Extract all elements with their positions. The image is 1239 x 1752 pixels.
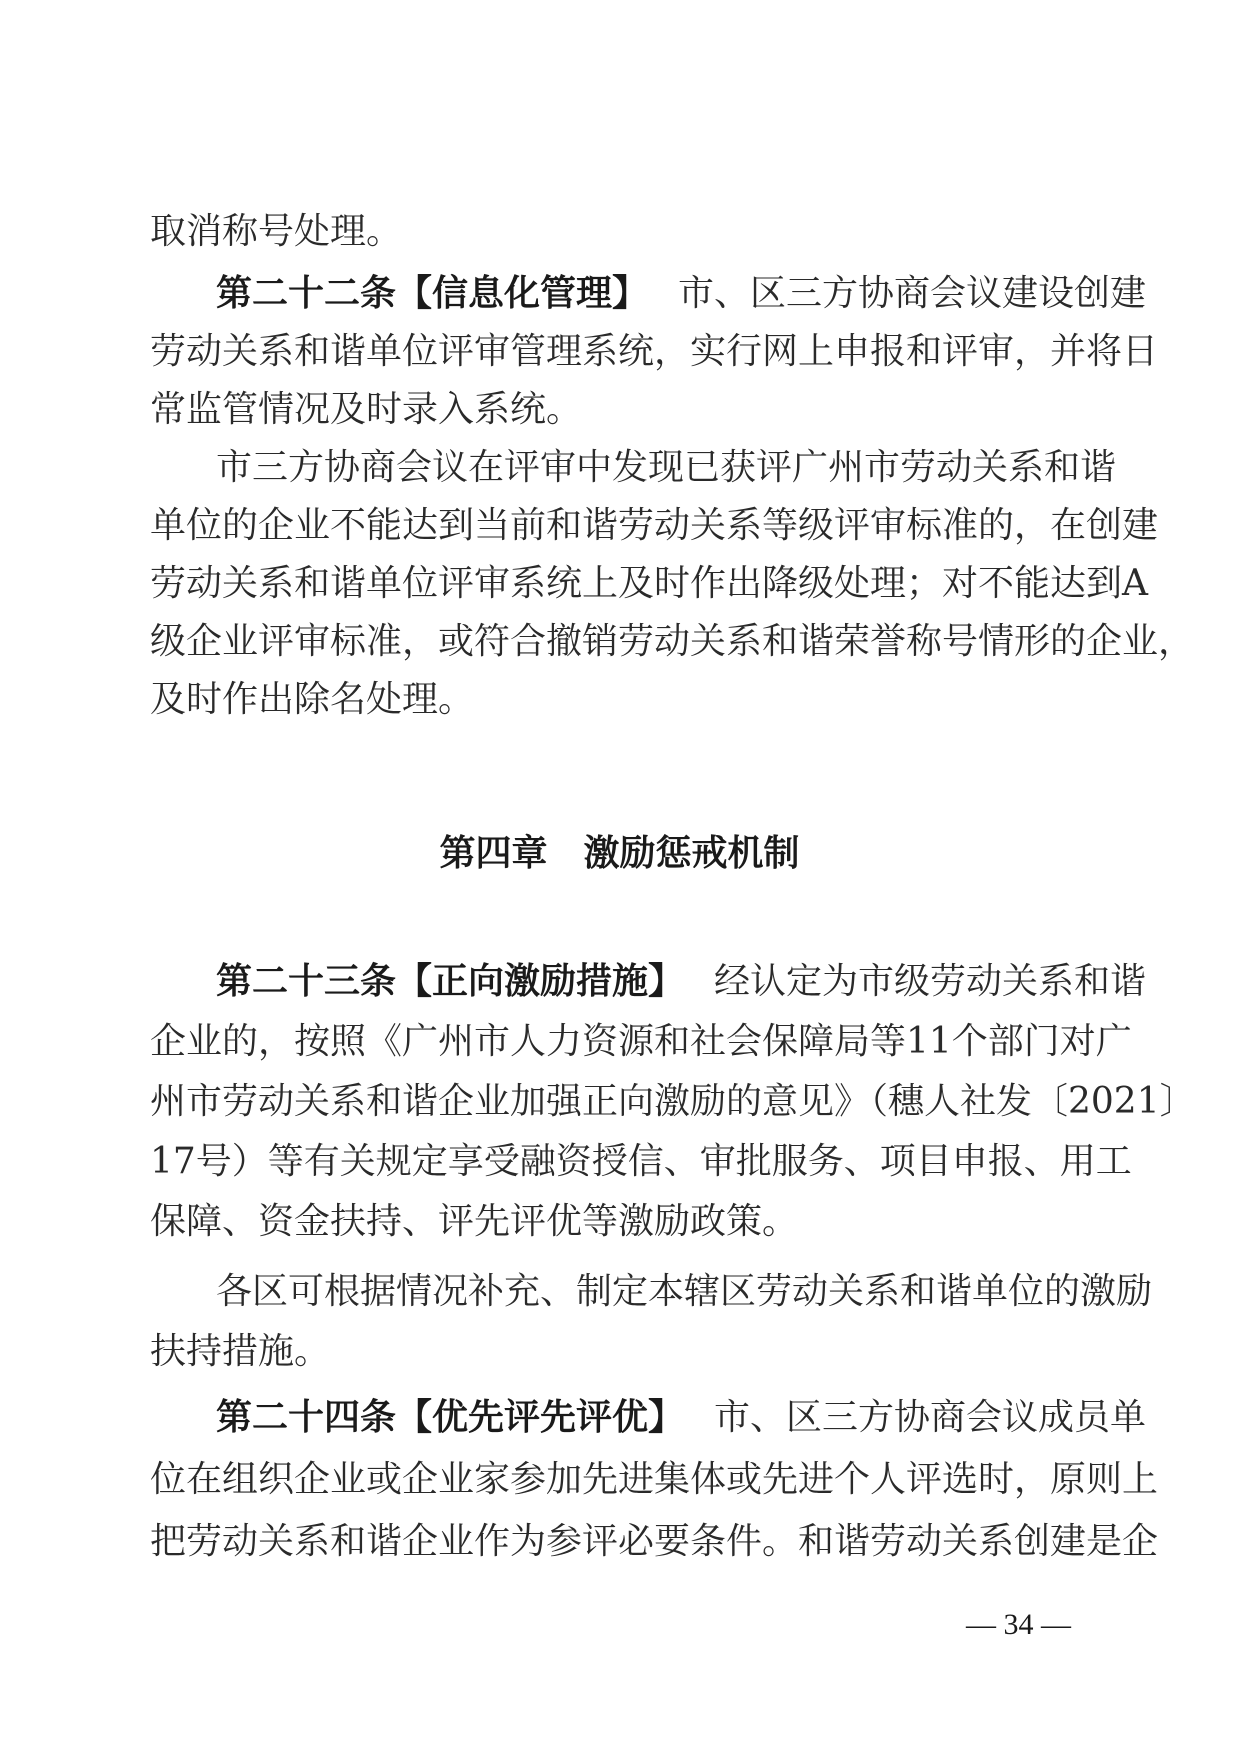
text-span: 市、区三方协商会议建设创建 (678, 273, 1147, 314)
article-22-line (216, 262, 1147, 326)
text-line: 级企业评审标准，或符合撤销劳动关系和谐荣誉称号情形的企业， (150, 621, 1195, 662)
text-line: 市三方协商会议在评审中发现已获评广州市劳动关系和谐 (216, 447, 1117, 488)
text-line: 单位的企业不能达到当前和谐劳动关系等级评审标准的，在创建 (150, 505, 1159, 546)
article-heading: 第二十三条【正向激励措施】 (216, 961, 685, 1002)
text-span: 经认定为市级劳动关系和谐 (714, 961, 1147, 1002)
text-line: 及时作出除名处理。 (150, 679, 475, 720)
text-span: 市、区三方协商会议成员单 (714, 1397, 1147, 1438)
page-number: — 34 — (966, 1608, 1071, 1641)
text-line: 保障、资金扶持、评先评优等激励政策。 (150, 1201, 799, 1242)
text-line: 扶持措施。 (150, 1331, 331, 1372)
text-line: 常监管情况及时录入系统。 (150, 389, 583, 430)
text-line: 州市劳动关系和谐企业加强正向激励的意见》（穗人社发〔2021〕 (150, 1081, 1196, 1122)
text-line: 各区可根据情况补充、制定本辖区劳动关系和谐单位的激励 (216, 1271, 1153, 1312)
text-line: 把劳动关系和谐企业作为参评必要条件。和谐劳动关系创建是企 (150, 1521, 1159, 1562)
text-line: 劳动关系和谐单位评审管理系统，实行网上申报和评审，并将日 (150, 331, 1159, 372)
article-heading: 第二十四条【优先评先评优】 (216, 1397, 685, 1438)
text-line: 17号）等有关规定享受融资授信、审批服务、项目申报、用工 (150, 1141, 1132, 1182)
text-line: 取消称号处理。 (150, 211, 403, 252)
article-24-line (216, 1386, 1147, 1450)
text-line: 位在组织企业或企业家参加先进集体或先进个人评选时，原则上 (150, 1459, 1159, 1500)
chapter-title: 第四章 激励惩戒机制 (439, 833, 800, 874)
article-heading: 第二十二条【信息化管理】 (216, 273, 649, 314)
text-line: 劳动关系和谐单位评审系统上及时作出降级处理；对不能达到A (150, 563, 1148, 604)
article-23-line (216, 950, 1147, 1014)
text-line: 企业的，按照《广州市人力资源和社会保障局等11个部门对广 (150, 1021, 1132, 1062)
